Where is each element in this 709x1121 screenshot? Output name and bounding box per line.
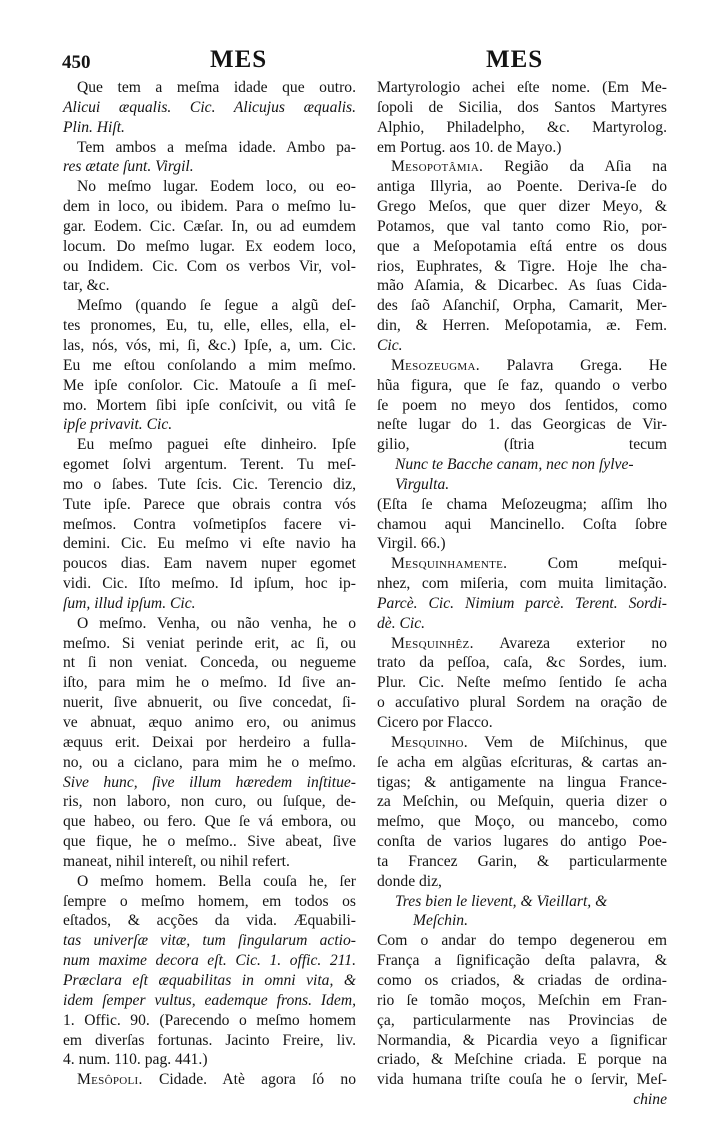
text-line (377, 693, 667, 713)
headword: Mesquinhamente. (391, 555, 508, 573)
line-text: meſmo. Si veniat perinde erit, ac ſi, ou (63, 634, 356, 652)
text-line (377, 911, 667, 931)
line-text: ſe acha em algũas eſcrituras, & cartas an- (377, 753, 667, 771)
line-text: ris, non laboro, non curo, ou ſuſque, de- (63, 793, 356, 811)
text-line (377, 872, 667, 892)
line-text: tes pronomes, Eu, tu, elle, elles, ella, el- (63, 317, 356, 335)
text-line (63, 336, 356, 356)
line-text: O meſmo. Venha, ou não venha, he o (77, 614, 356, 632)
line-text: antiga Illyria, ao Poente. Deriva-ſe do (377, 178, 667, 196)
text-line (377, 951, 667, 971)
line-text: ſe poem no meyo dos ſentidos, como (377, 396, 667, 414)
text-line (377, 455, 667, 475)
text-line (63, 177, 356, 197)
text-line (377, 217, 667, 237)
line-text: meſmo, que Moço, ou mancebo, como (377, 813, 667, 831)
line-text: em Portug. aos 10. de Mayo.) (377, 138, 562, 156)
line-text: Com o andar do tempo degenerou em (377, 932, 667, 950)
entry-headword-line (377, 157, 667, 177)
line-text: ve abnuat, æquo animo ero, ou animus (63, 714, 356, 731)
line-text: ſopoli de Sicilia, dos Santos Martyres (377, 98, 667, 116)
text-line (377, 276, 667, 296)
text-line (63, 614, 356, 634)
line-text: que a Meſopotamia eſtá entre os dous (377, 237, 667, 255)
line-text: poucos dias. Eam navem nuper egomet (63, 555, 356, 573)
text-line (63, 773, 356, 793)
text-line (63, 951, 356, 971)
text-line (63, 1050, 356, 1070)
text-line (63, 296, 356, 316)
text-line (63, 138, 356, 158)
text-line (377, 98, 667, 118)
text-line (63, 475, 356, 495)
line-text: num maxime decora eſt. Cic. 1. offic. 211. (63, 952, 356, 970)
line-text: ça, particularmente nas Provincias de (377, 1011, 667, 1029)
entry-headword-line (377, 634, 667, 654)
line-text: Que tem a meſma idade que outro. (77, 79, 356, 96)
text-line (63, 1011, 356, 1031)
text-line (377, 336, 667, 356)
text-line (377, 614, 667, 634)
line-text: des ſaõ Aſanchiſ, Orpha, Camarit, Mer- (377, 297, 667, 315)
line-text: Grego Meſos, que quer dizer Meyo, & (377, 198, 667, 216)
line-text: em diverſas fortunas. Jacinto Freire, liv. (63, 1031, 356, 1049)
line-text: maneat, nihil intereſt, ou nihil refert. (63, 852, 290, 870)
text-line (377, 534, 667, 554)
line-text: Nunc te Bacche canam, nec non ſylve- (395, 456, 634, 474)
text-line (377, 1090, 667, 1110)
line-text: que fique, he o meſmo.. Sive abeat, ſive (63, 833, 356, 851)
text-line (63, 98, 356, 118)
text-line (63, 415, 356, 435)
text-line (377, 475, 667, 495)
line-text: Meſchin. (413, 912, 468, 930)
text-line (63, 276, 356, 296)
text-line (377, 753, 667, 773)
line-text: Cic. (377, 336, 403, 354)
line-text: nhez, com miſeria, com muita limitação. (377, 575, 667, 593)
text-line (63, 991, 356, 1011)
line-text: res ætate ſunt. Virgil. (63, 158, 194, 176)
line-text: rio ſe tomão moços, Meſchin em Fran- (377, 991, 667, 1009)
text-line (63, 673, 356, 693)
text-line (377, 1031, 667, 1051)
text-line (377, 673, 667, 693)
text-line (63, 515, 356, 535)
line-text: Parcè. Cic. Nimium parcè. Terent. Sordi- (377, 594, 667, 612)
headword: Mesquinho. (391, 733, 468, 751)
text-line (377, 892, 667, 912)
line-text: din, & Herren. Meſopotamia, æ. Fem. (377, 317, 667, 335)
line-text: conſta de varios lugares do antigo Poe- (377, 833, 667, 851)
text-line (63, 1031, 356, 1051)
line-text: 4. num. 110. pag. 441.) (63, 1051, 208, 1069)
text-line (377, 773, 667, 793)
text-line (63, 693, 356, 713)
line-text: ipſe privavit. Cic. (63, 416, 173, 434)
text-line (377, 832, 667, 852)
line-text: las, nós, vós, mi, ſi, &c.) Ipſe, a, um. Cic. (63, 336, 356, 354)
line-text: egomet ſolvi argentum. Terent. Tu meſ- (63, 456, 356, 474)
text-line (377, 852, 667, 872)
text-line (377, 594, 667, 614)
line-text: criado, & Meſchine criada. E porque na (377, 1051, 667, 1069)
text-line (377, 574, 667, 594)
text-line (63, 753, 356, 773)
text-line (377, 197, 667, 217)
text-line (63, 237, 356, 257)
text-line (63, 911, 356, 931)
line-text: Eu me eſtou conſolando a mim meſmo. (63, 356, 356, 374)
line-text: vidi. Cic. Iſto meſmo. Id ipſum, hoc ip- (63, 575, 356, 593)
line-text: Eu meſmo paguei eſte dinheiro. Ipſe (77, 436, 356, 454)
text-line (377, 257, 667, 277)
text-line (63, 594, 356, 614)
text-line (63, 534, 356, 554)
text-line (63, 574, 356, 594)
definition-text: Cidade. Atè agora ſó no (142, 1071, 356, 1089)
text-line (63, 495, 356, 515)
line-text: nuerit, ſive abnuerit, ou ſive concedat, ſi- (63, 694, 356, 712)
line-text: dè. Cic. (377, 614, 426, 632)
running-head-left: MES (210, 46, 268, 73)
text-line (63, 217, 356, 237)
line-text: como os criados, & criadas de ordina- (377, 971, 667, 989)
line-text: tar, &c. (63, 277, 110, 295)
text-line (63, 971, 356, 991)
line-text: mo o ſabes. Tute ſcis. Cic. Terencio diz, (63, 475, 356, 493)
line-text: Tute ipſe. Parece que obrais contra vós (63, 495, 356, 513)
text-line (377, 376, 667, 396)
text-line (377, 1011, 667, 1031)
line-text: iſto, para mim he o meſmo. Id ſive an- (63, 674, 356, 692)
entry-headword-line (377, 356, 667, 376)
text-line (377, 971, 667, 991)
line-text: rios, Euphrates, & Tigre. Hoje lhe cha- (377, 257, 667, 275)
line-text: Normandia, & Picardia veyo a ſignificar (377, 1031, 667, 1049)
line-text: mo. Mortem ſibi ipſe conſcivit, ou vitâ ſe (63, 396, 356, 414)
text-line (377, 653, 667, 673)
running-head-right: MES (486, 46, 544, 73)
line-text: 1. Offic. 90. (Parecendo o meſmo homem (63, 1011, 356, 1029)
text-line (63, 78, 356, 98)
text-line (63, 356, 356, 376)
line-text: Meſmo (quando ſe ſegue a algũ deſ- (77, 297, 356, 315)
line-text: ſempre o meſmo homem, em todos os (63, 892, 356, 910)
line-text: idem ſemper vultus, eademque frons. Idem, (63, 991, 356, 1009)
line-text: No meſmo lugar. Eodem loco, ou eo- (77, 178, 356, 196)
text-line (63, 396, 356, 416)
definition-text: Vem de Miſchinus, que (467, 733, 667, 751)
text-line (63, 554, 356, 574)
line-text: no, ou a ciclano, para mim he o meſmo. (63, 753, 356, 771)
entry-headword-line (377, 733, 667, 753)
line-text: O meſmo homem. Bella couſa he, ſer (77, 872, 356, 890)
line-text: chamou aqui Mancinello. Coſta ſobre (377, 515, 667, 533)
line-text: Martyrologio achei eſte nome. (Em Me- (377, 79, 667, 96)
headword: Mesopotâmia. (391, 158, 484, 176)
text-line (377, 396, 667, 416)
text-line (63, 634, 356, 654)
line-text: Præclara eſt æquabilitas in omni vita, & (63, 971, 356, 989)
line-text: donde diz, (377, 872, 442, 890)
text-line (377, 316, 667, 336)
headword: Mesozeugma. (391, 356, 480, 374)
line-text: nt ſi non veniat. Conceda, ou negueme (63, 654, 356, 672)
text-line (63, 733, 356, 753)
line-text: o accuſativo plural Sordem na oração de (377, 694, 667, 712)
line-text: Virgulta. (395, 475, 450, 493)
right-column (377, 78, 667, 1110)
line-text: gilio, (ſtria tecum (377, 436, 667, 454)
line-text: Plin. Hiſt. (63, 118, 125, 136)
text-line (63, 435, 356, 455)
line-text: Tem ambos a meſma idade. Ambo pa- (77, 138, 356, 156)
line-text: trato da peſſoa, caſa, &c Sordes, ium. (377, 654, 667, 672)
text-line (377, 118, 667, 138)
line-text: meſmos. Contra voſmetipſos facere vi- (63, 515, 356, 533)
text-line (377, 78, 667, 98)
line-text: dem in loco, ou ibidem. Para o meſmo lu- (63, 198, 356, 216)
text-line (377, 296, 667, 316)
text-line (377, 435, 667, 455)
definition-text: Palavra Grega. He (479, 356, 667, 374)
line-text: tas univerſæ vitæ, tum ſingularum actio- (63, 932, 356, 950)
line-text: tigas; & antigamente na lingua France- (377, 773, 667, 791)
text-line (63, 257, 356, 277)
text-line (63, 713, 356, 733)
text-line (63, 455, 356, 475)
line-text: Plur. Cic. Neſte meſmo ſentido ſe acha (377, 674, 667, 692)
text-line (377, 812, 667, 832)
text-line (63, 931, 356, 951)
headword: Mesquinhêz. (391, 634, 474, 652)
definition-text: Com meſqui- (507, 555, 667, 573)
line-text: demini. Cic. Eu meſmo vi eſte navio ha (63, 535, 356, 553)
text-line (377, 1070, 667, 1090)
line-text: França a ſignificação deſta palavra, & (377, 952, 667, 970)
line-text: hũa figura, que ſe faz, quando o verbo (377, 376, 667, 394)
text-line (63, 653, 356, 673)
line-text: ta Francez Garin, & particularmente (377, 852, 667, 870)
line-text: eſtados, & acções da vida. Æquabili- (63, 912, 356, 930)
text-line (63, 832, 356, 852)
line-text: neſte lugar do 1. das Georgicas de Vir- (377, 416, 667, 434)
text-line (63, 376, 356, 396)
text-line (63, 872, 356, 892)
line-text: gar. Eodem. Cic. Cæſar. In, ou ad eumdem (63, 217, 356, 235)
line-text: Cicero por Flacco. (377, 714, 493, 731)
entry-headword-line (377, 554, 667, 574)
text-line (377, 1050, 667, 1070)
line-text: Sive hunc, ſive illum hæredem inſtitue- (63, 773, 356, 791)
text-line (63, 812, 356, 832)
text-line (377, 177, 667, 197)
text-line (377, 495, 667, 515)
line-text: Alphio, Philadelpho, &c. Martyrolog. (377, 118, 667, 136)
text-line (377, 138, 667, 158)
text-line (63, 316, 356, 336)
line-text: Me ipſe conſolor. Cic. Matouſe a ſi meſ- (63, 376, 356, 394)
line-text: mão Aſamia, & Dicarbec. As ſuas Cida- (377, 277, 667, 295)
text-line (63, 892, 356, 912)
line-text: ou Indidem. Cic. Com os verbos Vir, vol- (63, 257, 356, 275)
line-text: Virgil. 66.) (377, 535, 446, 553)
text-line (377, 515, 667, 535)
text-line (377, 713, 667, 733)
page-number: 450 (62, 52, 91, 73)
line-text: chine (633, 1091, 667, 1109)
headword: Mesôpoli. (77, 1071, 143, 1089)
line-text: locum. Do meſmo lugar. Ex eodem loco, (63, 237, 356, 255)
line-text: (Eſta ſe chama Meſozeugma; aſſim lho (377, 495, 667, 513)
text-line (377, 991, 667, 1011)
text-line (63, 852, 356, 872)
text-line (63, 118, 356, 138)
line-text: Tres bien le lievent, & Vieillart, & (395, 892, 608, 910)
text-line (377, 237, 667, 257)
text-line (63, 157, 356, 177)
line-text: ſum, illud ipſum. Cic. (63, 594, 196, 612)
definition-text: Região da Aſia na (483, 158, 667, 176)
text-line (377, 792, 667, 812)
text-line (377, 415, 667, 435)
left-column (63, 78, 356, 1090)
line-text: æquus erit. Deixai por herdeiro a fulla- (63, 733, 356, 751)
line-text: que habeo, ou fero. Que ſe vá embora, ou (63, 813, 356, 831)
text-line (63, 792, 356, 812)
entry-headword-line (63, 1070, 356, 1090)
line-text: Potamos, que val tanto como Rio, por- (377, 217, 667, 235)
text-line (377, 931, 667, 951)
definition-text: Avareza exterior no (473, 634, 667, 652)
line-text: vida humana triſte couſa he o ſervir, Meſ- (377, 1071, 667, 1089)
text-line (63, 197, 356, 217)
line-text: Alicui æqualis. Cic. Alicujus æqualis. (63, 98, 356, 116)
line-text: za Meſchin, ou Meſquin, queria dizer o (377, 793, 667, 811)
